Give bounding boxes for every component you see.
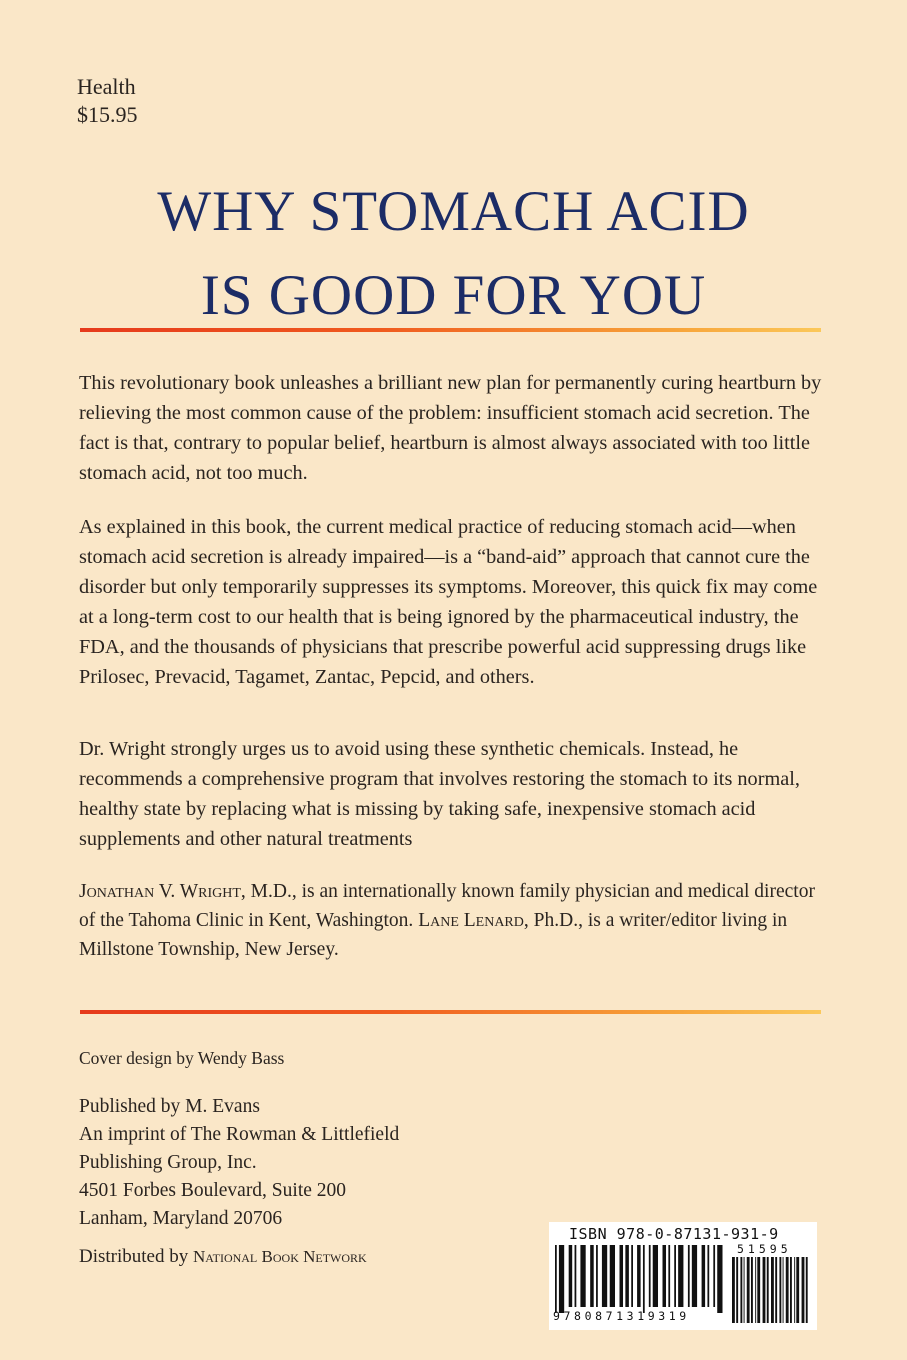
author-bio-text (79, 877, 829, 964)
barcode-bar (767, 1257, 769, 1323)
barcode-bar (806, 1257, 808, 1323)
barcode-bar (674, 1245, 676, 1307)
barcode-bar (625, 1245, 629, 1307)
barcode-bar (713, 1245, 715, 1307)
barcode-bar (575, 1245, 577, 1307)
barcode-bar (796, 1257, 799, 1323)
barcode-bar (631, 1245, 633, 1307)
cover-design-credit: Cover design by Wendy Bass (79, 1048, 285, 1068)
barcode-bar (555, 1245, 557, 1313)
publisher-info (79, 1093, 399, 1233)
isbn-barcode (549, 1222, 817, 1330)
barcode-bar (736, 1257, 738, 1323)
barcode-bar (802, 1257, 805, 1323)
author-bio (79, 877, 829, 964)
paragraph-1-text: This revolutionary book unleashes a brilliant new plan for permanently curing heartburn by relieving the most common cause of the problem: insufficient stomach acid secretion. The fact is that, contrary to popular belief, heartburn is almost always associated with too little stomach acid, not too much. (79, 372, 822, 484)
barcode-bar (755, 1257, 756, 1323)
publisher-line-2: An imprint of The Rowman & Littlefield (79, 1124, 400, 1145)
barcode-bar (707, 1245, 709, 1307)
barcode-bar (580, 1245, 585, 1307)
addon-digits: 51595 (737, 1242, 792, 1256)
barcode-bar (590, 1245, 594, 1307)
barcode-bar (740, 1257, 742, 1323)
distributed-by-text: Distributed by (79, 1246, 193, 1267)
publisher-line-1: Published by M. Evans (79, 1096, 260, 1117)
barcode-bar (559, 1245, 564, 1313)
description-paragraph-1 (79, 368, 829, 488)
publisher-line-4: 4501 Forbes Boulevard, Suite 200 (79, 1180, 347, 1201)
author2-name: Lane Lenard (418, 910, 524, 931)
barcode-bar (668, 1245, 670, 1307)
barcode-bar (620, 1245, 624, 1307)
category-label (77, 73, 138, 129)
category-text: Health (77, 74, 136, 99)
price-text: $15.95 (77, 102, 138, 127)
barcode-bar (757, 1257, 760, 1323)
barcode-bar (763, 1257, 766, 1323)
barcode-bar (637, 1245, 641, 1307)
barcode-bar (779, 1257, 781, 1323)
book-title (0, 170, 907, 338)
barcode-bar (602, 1245, 607, 1307)
barcode-bar (653, 1245, 658, 1307)
divider-bottom (80, 1010, 821, 1014)
barcode-bar (663, 1245, 667, 1307)
barcode-bar (569, 1245, 573, 1307)
author2-bio: , Ph.D., is a writer/editor living in Millstone Township, New Jersey. (79, 910, 788, 960)
barcode-bar (643, 1245, 645, 1313)
barcode-bar (692, 1245, 697, 1307)
barcode-bar (786, 1257, 789, 1323)
barcode-bar (732, 1257, 735, 1323)
author1-name: Jonathan V. Wright (79, 881, 241, 902)
barcode-bar (678, 1245, 683, 1307)
barcode-bar (783, 1257, 784, 1323)
publisher-line-3: Publishing Group, Inc. (79, 1152, 257, 1173)
barcode-bar (596, 1245, 598, 1307)
barcode-bar (790, 1257, 792, 1323)
barcode-bar (794, 1257, 795, 1323)
paragraph-2-text: As explained in this book, the current medical practice of reducing stomach acid—when stomach acid secretion is already impaired—is a “band-aid” approach that cannot cure the disorder but only temporarily suppresses its symptoms. Moreover, this quick fix may come at a long-term cost to our health that is being ignored by the pharmaceutical industry, the FDA, and the thousands of physicians that prescribe powerful acid suppressing drugs like Prilosec, Prevacid, Tagamet, Zantac, Pepcid, and others. (79, 516, 818, 688)
barcode-bar (771, 1257, 774, 1323)
addon-barcode-bars (732, 1257, 810, 1325)
distributor-line (79, 1245, 367, 1269)
barcode-bar (744, 1257, 745, 1323)
barcode-bar (702, 1245, 706, 1307)
distributor-name: National Book Network (193, 1247, 367, 1266)
publisher-line-5: Lanham, Maryland 20706 (79, 1208, 283, 1229)
ean-barcode-bars (555, 1245, 727, 1313)
title-line-1: WHY STOMACH ACID (157, 180, 750, 243)
paragraph-3-text: Dr. Wright strongly urges us to avoid using these synthetic chemicals. Instead, he recommends a comprehensive program that involves restoring the stomach to its normal, healthy state by replacing what is missing by taking safe, inexpensive stomach acid supplements and other natural treatments (79, 738, 800, 850)
ean-digits: 9780871319319 (553, 1309, 690, 1323)
isbn-label: ISBN 978-0-87131-931-9 (569, 1225, 779, 1243)
barcode-bar (717, 1245, 722, 1313)
barcode-bar (751, 1257, 753, 1323)
barcode-bar (775, 1257, 777, 1323)
barcode-bar (688, 1245, 690, 1307)
title-line-2: IS GOOD FOR YOU (200, 264, 707, 327)
barcode-bar (747, 1257, 750, 1323)
barcode-bar (610, 1245, 615, 1307)
divider-top (80, 328, 821, 332)
description-paragraph-3 (79, 734, 829, 854)
description-paragraph-2 (79, 512, 829, 692)
author1-bio: , M.D., is an internationally known family physician and medical director of the Tahoma Clinic in Kent, Washington. (79, 881, 815, 931)
barcode-bar (649, 1245, 651, 1307)
